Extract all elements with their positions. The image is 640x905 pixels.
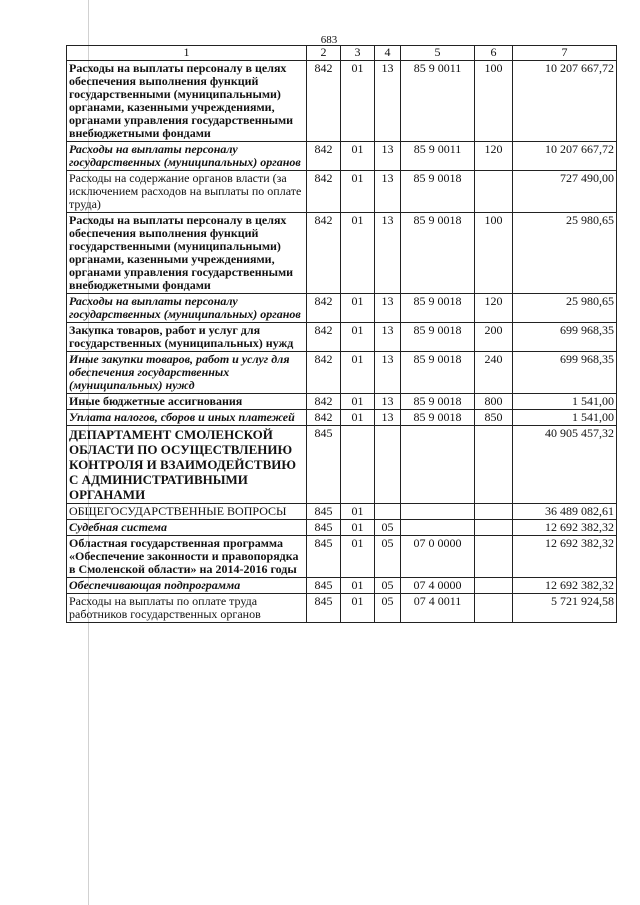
amount-cell: 10 207 667,72: [513, 61, 617, 142]
amount-cell: 25 980,65: [513, 213, 617, 294]
admin-code-cell: 842: [307, 394, 341, 410]
section-code-cell: 01: [341, 61, 375, 142]
admin-code-cell: 845: [307, 520, 341, 536]
subsection-code-cell: 13: [375, 171, 401, 213]
table-row: [67, 171, 617, 213]
section-code-cell: 01: [341, 520, 375, 536]
section-code-cell: 01: [341, 352, 375, 394]
page-number: 683: [320, 34, 338, 46]
section-code-cell: 01: [341, 594, 375, 623]
header-cell: 4: [375, 46, 401, 61]
subsection-code-cell: 05: [375, 520, 401, 536]
section-code-cell: 01: [341, 294, 375, 323]
expense-type-cell: [475, 520, 513, 536]
target-article-cell: 85 9 0018: [401, 323, 475, 352]
amount-cell: 10 207 667,72: [513, 142, 617, 171]
expense-type-cell: 120: [475, 142, 513, 171]
table-row: [67, 594, 617, 623]
budget-table: [66, 45, 617, 623]
expense-type-cell: 100: [475, 213, 513, 294]
subsection-code-cell: 13: [375, 323, 401, 352]
target-article-cell: 85 9 0018: [401, 352, 475, 394]
admin-code-cell: 845: [307, 594, 341, 623]
target-article-cell: [401, 504, 475, 520]
subsection-code-cell: [375, 426, 401, 504]
table-row: [67, 520, 617, 536]
row-name-cell: Обеспечивающая подпрограмма: [67, 578, 307, 594]
target-article-cell: 07 4 0000: [401, 578, 475, 594]
table-row: [67, 578, 617, 594]
target-article-cell: 85 9 0018: [401, 410, 475, 426]
amount-cell: 699 968,35: [513, 323, 617, 352]
admin-code-cell: 842: [307, 142, 341, 171]
section-code-cell: 01: [341, 536, 375, 578]
subsection-code-cell: 13: [375, 394, 401, 410]
amount-cell: 12 692 382,32: [513, 520, 617, 536]
amount-cell: 1 541,00: [513, 394, 617, 410]
table-row: [67, 294, 617, 323]
amount-cell: 1 541,00: [513, 410, 617, 426]
target-article-cell: [401, 520, 475, 536]
row-name-cell: Уплата налогов, сборов и иных платежей: [67, 410, 307, 426]
table-row: [67, 323, 617, 352]
row-name-cell: Расходы на содержание органов власти (за исключением расходов на выплаты по оплате труда): [67, 171, 307, 213]
target-article-cell: 85 9 0018: [401, 294, 475, 323]
subsection-code-cell: 13: [375, 213, 401, 294]
row-name-cell: Расходы на выплаты персоналу государственных (муниципальных) органов: [67, 142, 307, 171]
expense-type-cell: [475, 171, 513, 213]
expense-type-cell: 240: [475, 352, 513, 394]
section-code-cell: 01: [341, 171, 375, 213]
expense-type-cell: 120: [475, 294, 513, 323]
subsection-code-cell: 05: [375, 578, 401, 594]
table-row: [67, 536, 617, 578]
header-cell: 5: [401, 46, 475, 61]
row-name-cell: ОБЩЕГОСУДАРСТВЕННЫЕ ВОПРОСЫ: [67, 504, 307, 520]
table-row: [67, 410, 617, 426]
target-article-cell: 85 9 0018: [401, 394, 475, 410]
header-cell: 2: [307, 46, 341, 61]
subsection-code-cell: 13: [375, 61, 401, 142]
header-cell: 6: [475, 46, 513, 61]
table-row: [67, 61, 617, 142]
admin-code-cell: 842: [307, 294, 341, 323]
expense-type-cell: [475, 536, 513, 578]
amount-cell: 12 692 382,32: [513, 578, 617, 594]
row-name-cell: ДЕПАРТАМЕНТ СМОЛЕНСКОЙ ОБЛАСТИ ПО ОСУЩЕСТВЛЕНИЮ КОНТРОЛЯ И ВЗАИМОДЕЙСТВИЮ С АДМИНИСТРАТИВНЫМИ ОРГАНАМИ: [67, 426, 307, 504]
table-row: [67, 213, 617, 294]
subsection-code-cell: 13: [375, 294, 401, 323]
expense-type-cell: 800: [475, 394, 513, 410]
expense-type-cell: [475, 426, 513, 504]
admin-code-cell: 845: [307, 504, 341, 520]
amount-cell: 727 490,00: [513, 171, 617, 213]
header-cell: 1: [67, 46, 307, 61]
subsection-code-cell: 05: [375, 594, 401, 623]
table-row: [67, 426, 617, 504]
amount-cell: 12 692 382,32: [513, 536, 617, 578]
amount-cell: 25 980,65: [513, 294, 617, 323]
subsection-code-cell: 13: [375, 410, 401, 426]
amount-cell: 40 905 457,32: [513, 426, 617, 504]
row-name-cell: Иные бюджетные ассигнования: [67, 394, 307, 410]
target-article-cell: 85 9 0011: [401, 142, 475, 171]
admin-code-cell: 842: [307, 410, 341, 426]
table-body: [67, 61, 617, 623]
section-code-cell: 01: [341, 323, 375, 352]
row-name-cell: Расходы на выплаты персоналу государственных (муниципальных) органов: [67, 294, 307, 323]
target-article-cell: 85 9 0018: [401, 213, 475, 294]
row-name-cell: Расходы на выплаты персоналу в целях обеспечения выполнения функций государственными (муниципальными) органами, казенными учреждениями, органами управления государственными внебюджетными фондами: [67, 61, 307, 142]
row-name-cell: Областная государственная программа «Обеспечение законности и правопорядка в Смоленской области» на 2014-2016 годы: [67, 536, 307, 578]
expense-type-cell: 850: [475, 410, 513, 426]
target-article-cell: 85 9 0011: [401, 61, 475, 142]
subsection-code-cell: 05: [375, 536, 401, 578]
table-row: [67, 394, 617, 410]
expense-type-cell: 100: [475, 61, 513, 142]
amount-cell: 36 489 082,61: [513, 504, 617, 520]
target-article-cell: [401, 426, 475, 504]
subsection-code-cell: [375, 504, 401, 520]
table-row: [67, 504, 617, 520]
target-article-cell: 85 9 0018: [401, 171, 475, 213]
admin-code-cell: 845: [307, 578, 341, 594]
target-article-cell: 07 0 0000: [401, 536, 475, 578]
row-name-cell: Расходы на выплаты по оплате труда работников государственных органов: [67, 594, 307, 623]
subsection-code-cell: 13: [375, 352, 401, 394]
section-code-cell: 01: [341, 213, 375, 294]
amount-cell: 699 968,35: [513, 352, 617, 394]
row-name-cell: Судебная система: [67, 520, 307, 536]
section-code-cell: 01: [341, 142, 375, 171]
section-code-cell: 01: [341, 504, 375, 520]
admin-code-cell: 842: [307, 61, 341, 142]
admin-code-cell: 845: [307, 536, 341, 578]
expense-type-cell: [475, 504, 513, 520]
section-code-cell: 01: [341, 410, 375, 426]
expense-type-cell: [475, 578, 513, 594]
target-article-cell: 07 4 0011: [401, 594, 475, 623]
section-code-cell: [341, 426, 375, 504]
expense-type-cell: [475, 594, 513, 623]
admin-code-cell: 845: [307, 426, 341, 504]
admin-code-cell: 842: [307, 352, 341, 394]
admin-code-cell: 842: [307, 323, 341, 352]
table-header-row: [67, 46, 617, 61]
admin-code-cell: 842: [307, 213, 341, 294]
row-name-cell: Иные закупки товаров, работ и услуг для обеспечения государственных (муниципальных) нужд: [67, 352, 307, 394]
table-row: [67, 142, 617, 171]
amount-cell: 5 721 924,58: [513, 594, 617, 623]
header-cell: 7: [513, 46, 617, 61]
section-code-cell: 01: [341, 578, 375, 594]
row-name-cell: Закупка товаров, работ и услуг для государственных (муниципальных) нужд: [67, 323, 307, 352]
header-cell: 3: [341, 46, 375, 61]
table-row: [67, 352, 617, 394]
section-code-cell: 01: [341, 394, 375, 410]
expense-type-cell: 200: [475, 323, 513, 352]
subsection-code-cell: 13: [375, 142, 401, 171]
row-name-cell: Расходы на выплаты персоналу в целях обеспечения выполнения функций государственными (муниципальными) органами, казенными учреждениями, органами управления государственными внебюджетными фондами: [67, 213, 307, 294]
admin-code-cell: 842: [307, 171, 341, 213]
